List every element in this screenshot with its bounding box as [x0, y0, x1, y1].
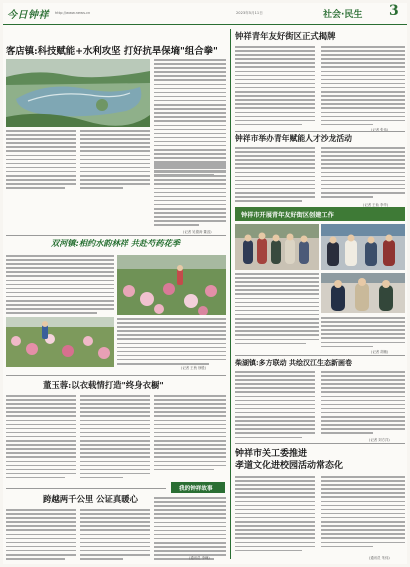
bottom3-body-col1 [235, 476, 315, 554]
event-photo-1 [235, 224, 319, 270]
bottom3-body-col2 [321, 476, 405, 550]
lead-body-col3 [154, 59, 226, 178]
lead-photo [6, 59, 150, 127]
column-divider [230, 29, 231, 559]
event-photo-3 [321, 273, 405, 313]
divider [6, 488, 166, 489]
divider [235, 443, 405, 444]
right2-byline: (记者 王仙 李华) [363, 203, 389, 207]
middle-body-col1 [6, 255, 114, 316]
newspaper-page [3, 3, 407, 564]
masthead [3, 3, 407, 25]
middle-headline: 双河镇:相约水韵林祥 共赴芍药花季 [51, 238, 180, 248]
masthead-url: http://www.news.cn [55, 11, 91, 15]
right3-body-col2 [321, 371, 405, 437]
peony-photo [117, 255, 226, 315]
bottom1-body-col1 [6, 395, 76, 481]
event-photo-2 [321, 224, 405, 270]
lead-body-col1 [6, 130, 76, 191]
right1-body-col1 [235, 46, 315, 128]
bottom1-body-col3 [154, 395, 226, 473]
column-tag-text: 我的钟祥故事 [179, 486, 213, 492]
right1-byline: (记者 张伟) [371, 128, 389, 132]
lead-body-col2 [80, 130, 150, 191]
masthead-date: 2023年5月11日 [236, 11, 263, 15]
banner [235, 207, 405, 221]
banner-byline: (记者 胡敏) [371, 350, 389, 354]
lead-byline: (记者 吴德涛 董蕊) [183, 230, 212, 234]
right3-headline: 柴湖镇:多方联动 共绘汉江生态新画卷 [235, 358, 353, 367]
banner-text: 钟祥市开展青年友好街区创建工作 [241, 212, 334, 219]
right3-byline: (记者 刘方洋) [369, 438, 390, 442]
bottom2-byline: (通讯员 李峰) [189, 556, 210, 560]
right3-body-col1 [235, 371, 315, 441]
right2-body-col2 [321, 147, 405, 200]
bottom2-body-col3 [154, 497, 226, 563]
banner-body-col1 [235, 273, 319, 347]
divider [235, 131, 405, 132]
newspaper-logo: 今日钟祥 [7, 10, 49, 21]
right1-headline: 钟祥青年友好街区正式揭牌 [235, 31, 336, 41]
lead-headline: 客店镇:科技赋能+水利攻坚 打好抗旱保墒"组合拳" [6, 46, 218, 57]
bottom2-body-col2 [80, 509, 150, 562]
bottom1-body-col2 [80, 395, 150, 481]
right2-headline: 钟祥市举办青年赋能人才沙龙活动 [235, 134, 352, 143]
bottom1-headline: 董玉蓉:以衣载情打造"终身衣橱" [43, 380, 164, 390]
right2-body-col1 [235, 147, 315, 204]
lead-body-col4 [154, 163, 226, 229]
column-tag [171, 482, 225, 493]
divider [6, 375, 226, 376]
banner-body-col2 [321, 317, 405, 350]
divider [6, 235, 226, 236]
section-name: 社会·民生 [323, 10, 363, 20]
middle-byline: (记者 王秋 徐胜) [181, 366, 207, 370]
divider [235, 355, 405, 356]
middle-body-col2 [117, 318, 226, 367]
bottom3-byline: (通讯员 朱伟) [369, 556, 390, 560]
flower-field-photo [6, 317, 114, 367]
bottom2-headline: 跨越两千公里 公证真暖心 [43, 494, 139, 504]
bottom3-headline: 钟祥市关工委推进 孝道文化进校园活动常态化 [235, 449, 344, 471]
bottom2-body-col1 [6, 509, 76, 562]
right1-body-col2 [321, 46, 405, 128]
page-number: 3 [389, 3, 399, 19]
